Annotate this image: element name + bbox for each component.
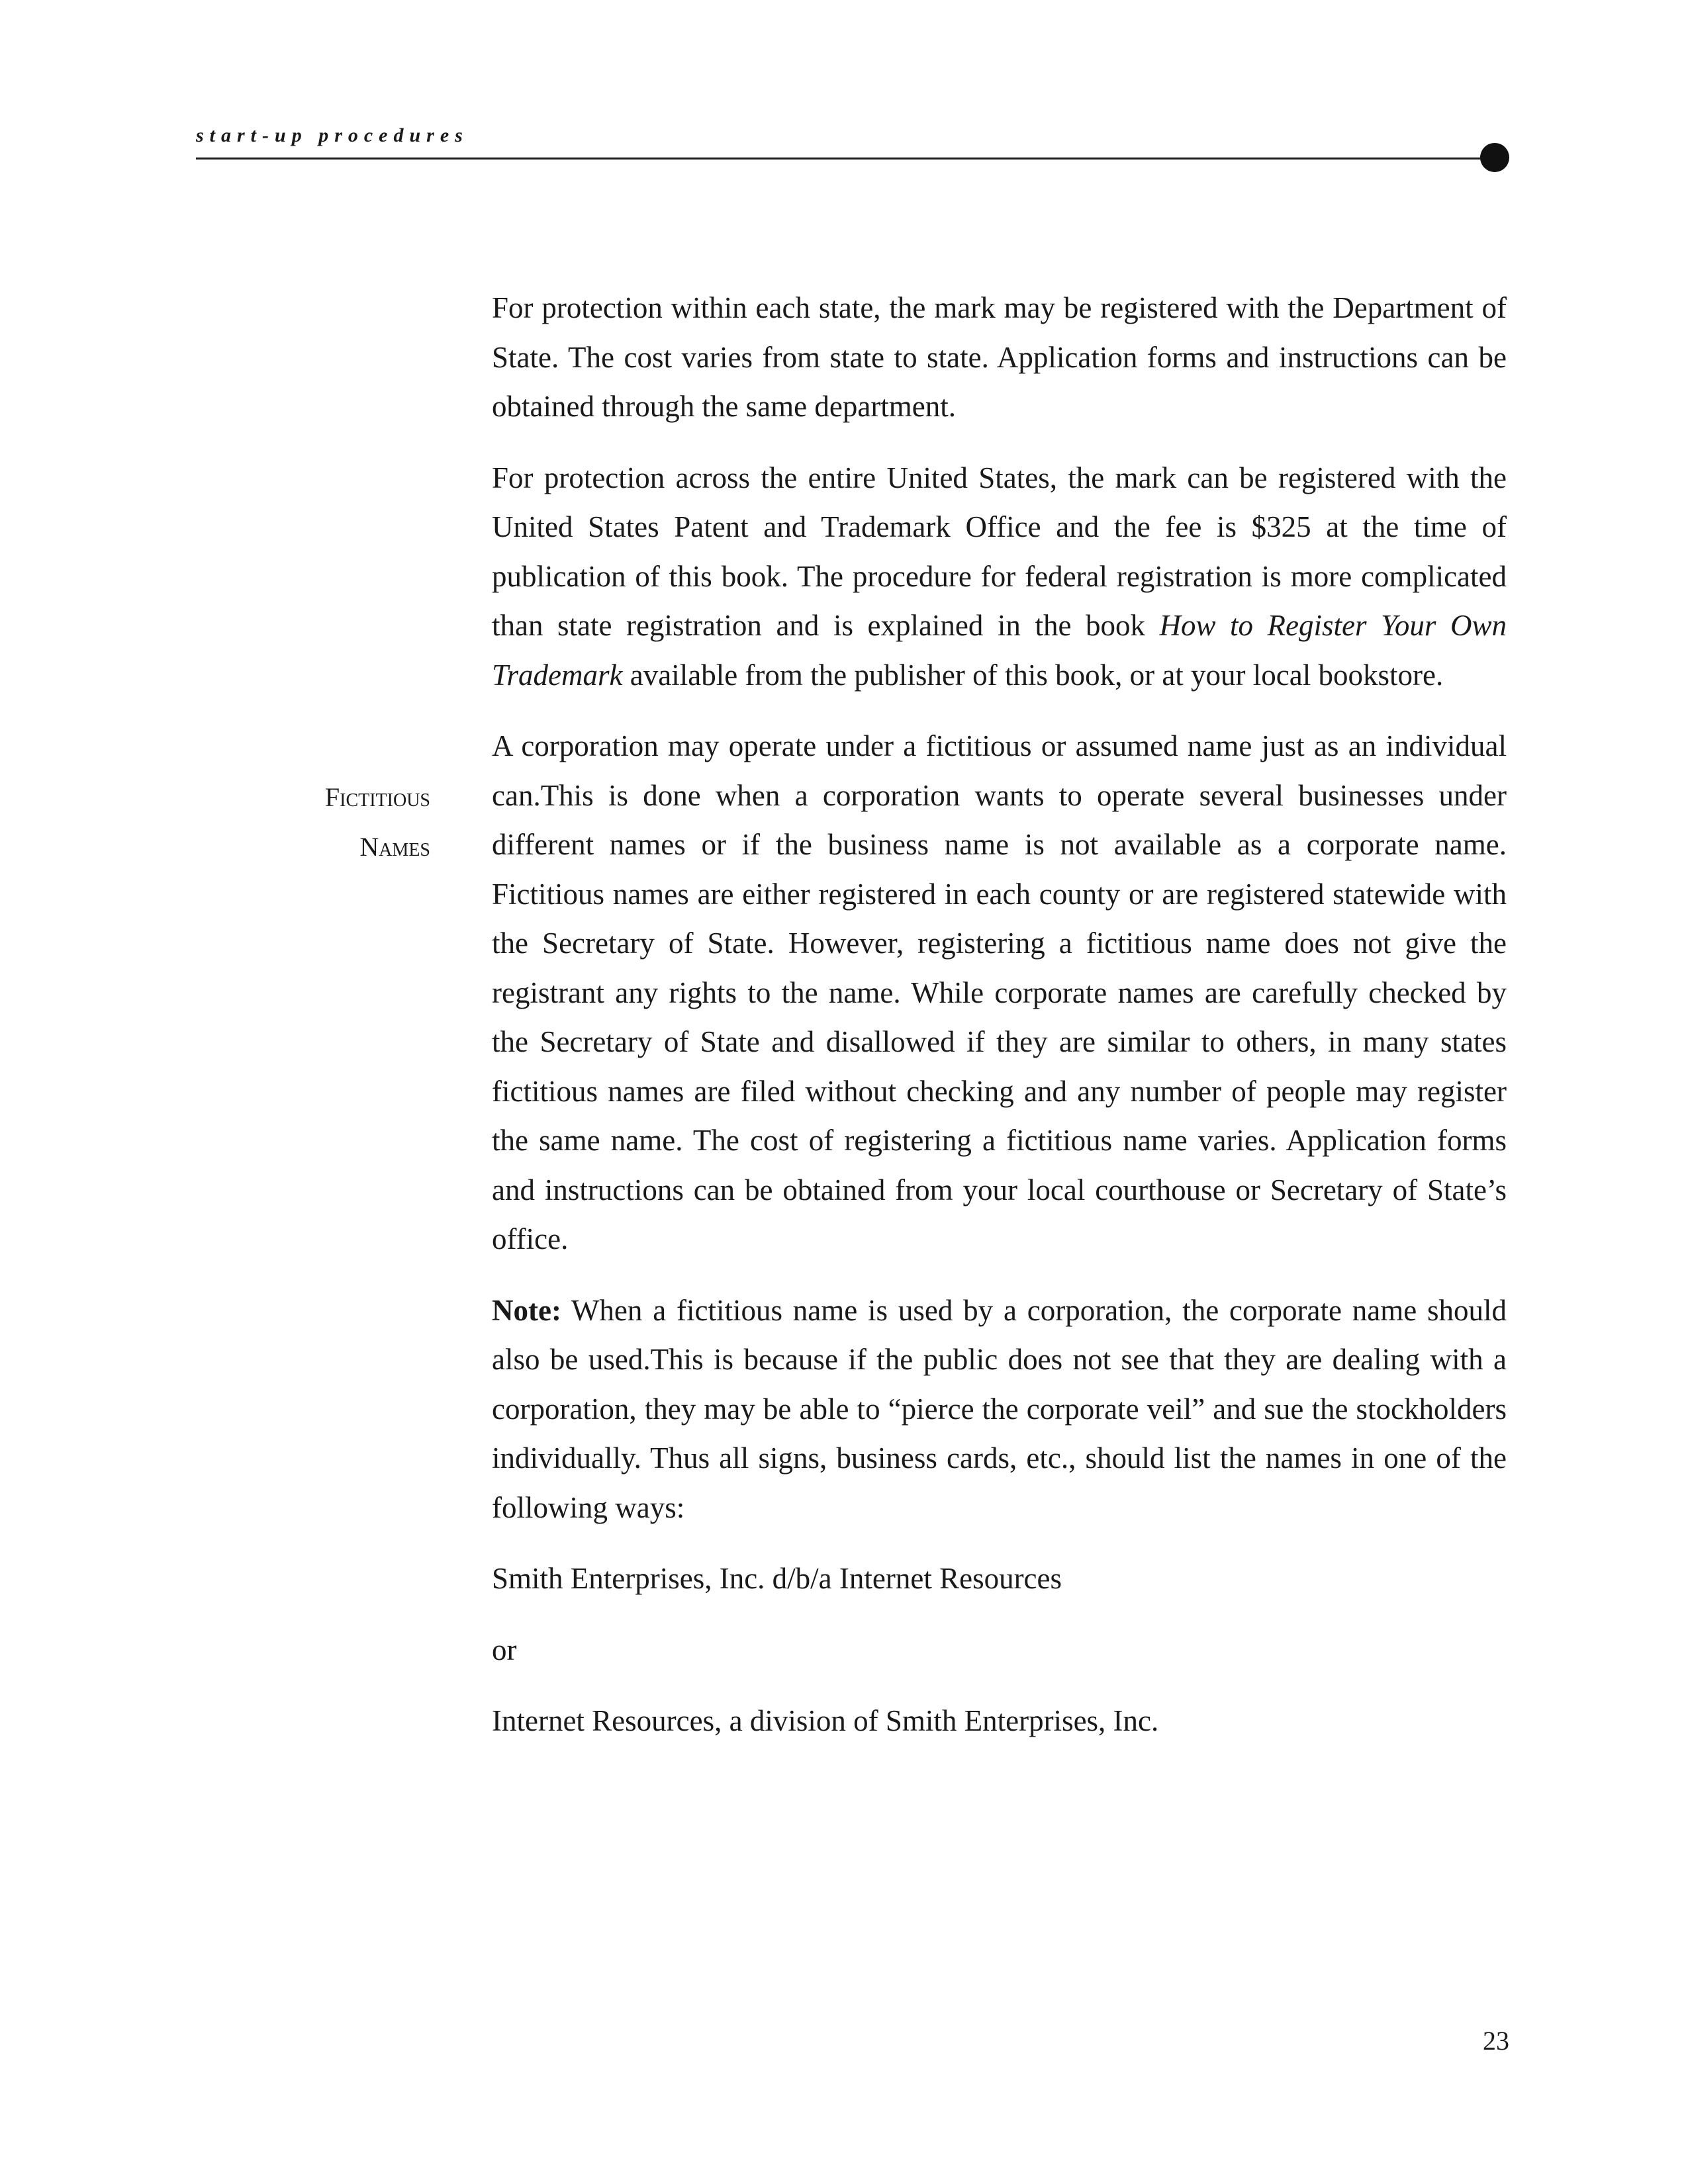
page-number: 23 (1483, 2026, 1509, 2056)
paragraph-federal-registration (492, 453, 1507, 700)
book-title: How to Register Your Own Trademark (492, 609, 1507, 692)
example-or: or (492, 1633, 517, 1666)
paragraph-federal-text-2: available from the publisher of this book, or at your local bookstore. (622, 658, 1444, 692)
example-dba: Smith Enterprises, Inc. d/b/a Internet Resources (492, 1562, 1062, 1595)
body-text (492, 283, 1507, 1768)
header-bullet (1480, 143, 1509, 172)
header-rule (196, 158, 1495, 159)
sidehead-line-1: Fictitious (324, 782, 430, 812)
sidehead-fictitious-names (212, 773, 430, 872)
note-text: When a fictitious name is used by a corporation, the corporate name should also be used.This is because if the public does not see that they are dealing with a corporation, they may be able to “pierce the corporate veil” and sue the stockholders individually. Thus all signs, business cards, etc., should list the names in one of the following ways: (492, 1293, 1507, 1524)
example-division: Internet Resources, a division of Smith Enterprises, Inc. (492, 1704, 1159, 1737)
note-label: Note: (492, 1293, 561, 1327)
paragraph-fictitious-names: A corporation may operate under a fictitious or assumed name just as an individual can.This is done when a corporation wants to operate several businesses under different names or if the business name is not available as a corporate name. Fictitious names are either registered in each county or are registered statewide with the Secretary of State. However, registering a fictitious name does not give the registrant any rights to the name. While corporate names are carefully checked by the Secretary of State and disallowed if they are similar to others, in many states fictitious names are filed without checking and any number of people may register the same name. The cost of registering a fictitious name varies. Application forms and instructions can be obtained from your local courthouse or Secretary of State’s office. (492, 729, 1507, 1255)
running-head: start-up procedures (196, 124, 469, 146)
paragraph-state-registration: For protection within each state, the mark may be registered with the Department of State. The cost varies from state to state. Application forms and instructions can be obtained through the same department. (492, 291, 1507, 423)
paragraph-federal-text-1: For protection across the entire United States, the mark can be registered with the United States Patent and Trademark Office and the fee is $325 at the time of publication of this book. The procedure for federal registration is more complicated than state registration and is explained in the book (492, 461, 1507, 642)
sidehead-line-2: Names (359, 831, 430, 862)
paragraph-note (492, 1286, 1507, 1533)
